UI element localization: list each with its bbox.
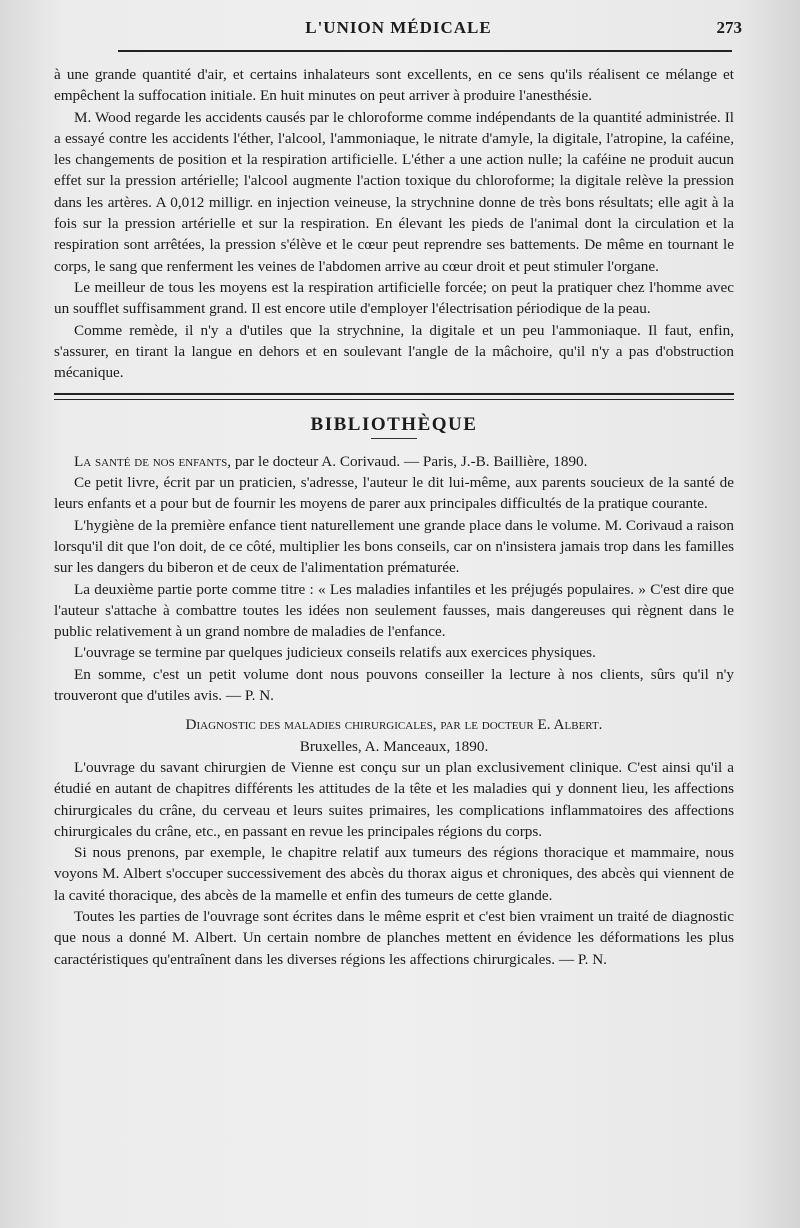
review-paragraph: Si nous prenons, par exemple, le chapitre relatif aux tumeurs des régions thoracique et mammaire, nous voyons M. Albert s'occuper successivement des abcès du thorax aigus et chroniques, des abcès qui viennent de la cavité thoracique, des abcès de la mamelle et enfin des tumeurs de cette glande. — [54, 844, 734, 904]
review-paragraph: L'ouvrage du savant chirurgien de Vienne est conçu sur un plan exclusivement clinique. C'est ainsi qu'il a étudié en autant de chapitres différents les attitudes de la tête et les maladies qui y donnent lieu, les affections chirurgicales du crâne, du cerveau et leurs suites primaires, les complications inflammatoires des affections chirurgicales du crâne, etc., en passant en revue les principales régions du corps. — [54, 758, 734, 840]
running-title: L'UNION MÉDICALE — [305, 18, 492, 37]
page-content — [54, 64, 734, 970]
article-paragraph: à une grande quantité d'air, et certains inhalateurs sont excellents, en ce sens qu'ils réalisent ce mélange et empêchent la suffocation initiale. En huit minutes on peut arriver à produire l'anesthésie. — [54, 66, 734, 105]
review-book-title: La santé de nos enfants — [74, 452, 228, 470]
article-paragraph: Comme remède, il n'y a d'utiles que la strychnine, la digitale et un peu l'ammoniaque. Il faut, enfin, s'assurer, en tirant la langue en dehors et en soulevant l'angle de la mâchoire, qu'il n'y a pas d'obstruction mécanique. — [54, 321, 734, 382]
spacer — [54, 706, 734, 714]
review-heading — [54, 714, 734, 735]
header-rule — [118, 50, 732, 52]
page-header — [55, 18, 742, 46]
page-number: 273 — [716, 18, 742, 37]
review-book-details: , par le docteur A. Corivaud. — Paris, J.-B. Baillière, 1890. — [227, 452, 588, 470]
review-paragraph: La deuxième partie porte comme titre : « Les maladies infantiles et les préjugés populaires. » C'est dire que l'auteur s'attache à combattre toutes les idées non seulement fausses, mais dangereuses qui règnent dans le public relativement à un grand nombre de maladies de l'enfance. — [54, 580, 734, 641]
section-title: BIBLIOTHÈQUE — [310, 414, 478, 436]
review-book-details: Bruxelles, A. Manceaux, 1890. — [299, 737, 489, 755]
review-paragraph: L'hygiène de la première enfance tient naturellement une grande place dans le volume. M. Corivaud a raison lorsqu'il dit que l'on doit, de ce côté, multiplier les bons conseils, car on n'insistera jamais trop dans les familles sur les dangers du biberon et de ceux de l'alimentation prématurée. — [54, 516, 734, 577]
review-heading — [54, 451, 734, 472]
review-paragraph: En somme, c'est un petit volume dont nous pouvons conseiller la lecture à nos clients, sûrs qu'il n'y trouveront que d'utiles avis. — P. N. — [54, 665, 734, 705]
review-book-title: Diagnostic des maladies chirurgicales, par le docteur E. Albert. — [185, 716, 603, 734]
article-paragraph: M. Wood regarde les accidents causés par le chloroforme comme indépendants de la quantité administrée. Il a essayé contre les accidents l'éther, l'alcool, l'ammoniaque, le nitrate d'amyle, la digitale, l'atropine, la caféine, les changements de position et la respiration artificielle. L'éther a une action nulle; la caféine ne produit aucun effet sur la pression artérielle; l'alcool augmente l'action toxique du chloroforme; la digitale relève la pression dans les artères. A 0,012 milligr. en injection veineuse, la strychnine donne de très bons résultats; elle agit à la fois sur la pression artérielle et sur la respiration. En élevant les pieds de l'animal dont la circulation et la respiration sont arrêtées, la pression s'élève et le cœur peut reprendre ses battements. De même en tournant le corps, le sang que renferment les veines de l'abdomen arrive au cœur droit et peut stimuler l'organe. — [54, 108, 734, 275]
review-paragraph: L'ouvrage se termine par quelques judicieux conseils relatifs aux exercices physiques. — [74, 644, 596, 662]
title-underline — [371, 438, 417, 439]
review-paragraph: Toutes les parties de l'ouvrage sont écrites dans le même esprit et c'est bien vraiment un traité de diagnostic que nous a donné M. Albert. Un certain nombre de planches mettent en évidence les déformations les plus caractéristiques qu'entraînent dans les diverses régions les affections chirurgicales. — P. N. — [54, 907, 734, 968]
article-paragraph: Le meilleur de tous les moyens est la respiration artificielle forcée; on peut la pratiquer chez l'homme avec un soufflet suffisamment grand. Il est encore utile d'employer l'électrisation périodique de la peau. — [54, 278, 734, 318]
review-paragraph: Ce petit livre, écrit par un praticien, s'adresse, l'auteur le dit lui-même, aux parents soucieux de la santé de leurs enfants et a pour but de fournir les moyens de parer aux principales difficultés de la pratique courante. — [54, 474, 734, 513]
section-divider — [54, 393, 734, 400]
